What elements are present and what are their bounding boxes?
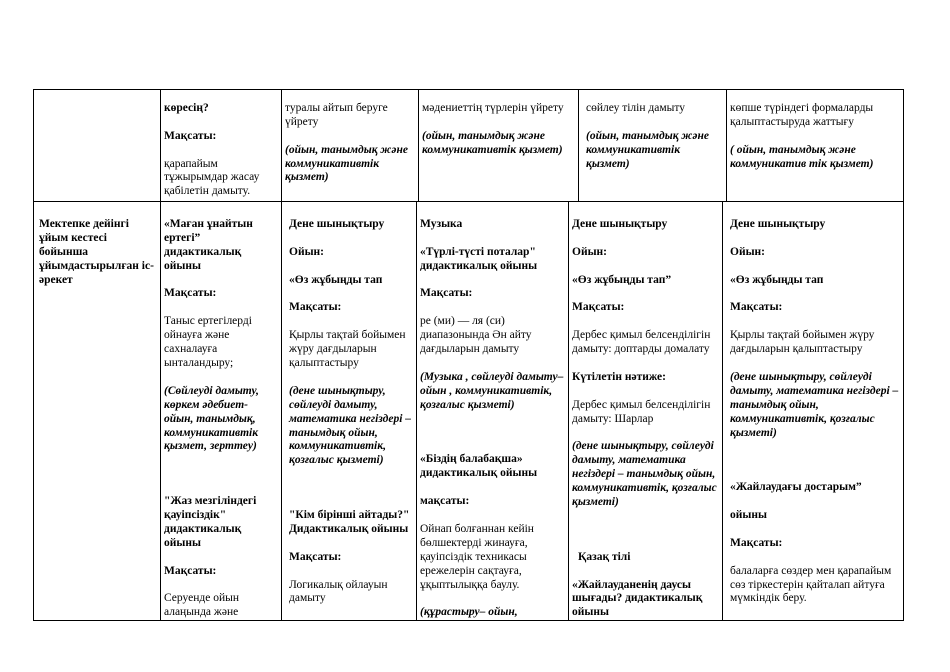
row2-col1-game-b-goal: Серуенде ойын алаңында және [164, 592, 239, 619]
row1-col4-cell [578, 88, 726, 201]
table-bottom-border [33, 620, 903, 621]
row2-col1-cell [160, 204, 281, 620]
row2-col1-game-a-goal: Таныс ертегілерді ойнауға және сахналауға ынталандыру; [164, 315, 252, 369]
row1-col1-goal: қарапайым тұжырымдар жасау қабілетін дамыту. [164, 157, 260, 198]
row2-col5-game-a-title: Дене шынықтыру [730, 217, 826, 230]
row2-col5-game-a-name: «Өз жұбыңды тап [730, 273, 824, 286]
row2-col3-game-b-goal: Ойнап болғаннан кейін бөлшектерді жинауға, қауіпсіздік техникасы ережелерін сақтауға, ұқыптылыққа баулу. [420, 522, 534, 591]
table-right-border [903, 89, 904, 621]
row2-col1-game-a-goal-label: Мақсаты: [164, 287, 217, 300]
row2-col4-game-a-label: Ойын: [572, 245, 608, 258]
row1-col3-cell [418, 88, 578, 201]
row2-col2-game-a-name: «Өз жұбыңды тап [289, 273, 383, 286]
row2-col2-game-a-activity: (дене шынықтыру, сөйлеуді дамыту, математика негіздері – танымдық ойын, коммуникативтік, қозғалыс қызметі) [289, 384, 412, 467]
row2-col5-game-a-goal: Қырлы тақтай бойымен жүру дағдыларын қалыптастыру [730, 329, 875, 356]
row2-col1-game-a-title: «Маған ұнайтын ертегі” дидактикалық ойыны [164, 217, 253, 272]
row2-col4-game-a-title: Дене шынықтыру [572, 217, 668, 230]
row2-col5-game-a-activity: (дене шынықтыру, сөйлеуді дамыту, математика негіздері – танымдық ойын, коммуникативтік, қозғалыс қызметі) [730, 370, 899, 439]
row2-col5-game-a-goal-label: Мақсаты: [730, 301, 783, 314]
row2-col3-game-a-goal-label: Мақсаты: [420, 287, 473, 300]
row1-col2-cell [281, 88, 418, 201]
row2-col4-game-a-name: «Өз жұбыңды тап” [572, 273, 672, 286]
row2-col3-game-b-title: «Біздің балабақша» дидактикалық ойыны [420, 453, 538, 480]
row2-col4-game-a-goal-label: Мақсаты: [572, 301, 625, 314]
row1-col4-activity: (ойын, танымдық және коммуникативтік қызмет) [586, 129, 709, 170]
row2-col2-game-a-label: Ойын: [289, 245, 325, 258]
row2-col3-game-a-activity: (Музыка , сөйлеуді дамыту– ойын , коммуникативтік, қозғалыс қызметі) [420, 370, 564, 411]
row2-col2-game-a-goal-label: Мақсаты: [289, 301, 342, 314]
row2-col2-game-a-title: Дене шынықтыру [289, 217, 385, 230]
row2-col1-game-b-goal-label: Мақсаты: [164, 564, 217, 577]
row1-col5-cell [726, 88, 903, 201]
row2-col4-game-a-result-label: Күтілетін нәтиже: [572, 370, 666, 383]
row2-col5-game-b-goal-label: Мақсаты: [730, 536, 783, 549]
row2-col2-game-b-goal: Логикалық ойлауын дамыту [289, 578, 388, 605]
row2-col4-game-b-name: «Жайлауданенің даусы шығады? дидактикалық ойыны [572, 578, 703, 619]
row2-col1-game-b-title: "Жаз мезгіліндегі қауіпсіздік" дидактикалық ойыны [164, 495, 257, 549]
row2-col4-game-b-title: Қазақ тілі [578, 550, 631, 563]
row2-col5-game-a-label: Ойын: [730, 245, 766, 258]
row1-col1-title: көресің? [164, 101, 209, 114]
row2-col3-game-a-title: Музыка [420, 217, 463, 230]
row2-col4-game-a-result: Дербес қимыл белсенділігін дамыту: Шарлар [572, 398, 711, 425]
row2-col2-game-b-goal-label: Мақсаты: [289, 550, 342, 563]
row2-col3-cell [416, 204, 568, 620]
table-row-divider [33, 201, 903, 202]
row2-col5-game-b-goal: балаларға сөздер мен қарапайым сөз тіркестерін қайталап айтуға мүмкіндік беру. [730, 564, 892, 605]
row1-col5-goal: көпше түріндегі формаларды қалыптастыруда жаттығу [730, 101, 874, 128]
row2-col3-game-b-activity: (құрастыру– ойын, [420, 606, 518, 619]
row2-col3-game-a-name: «Түрлі-түсті поталар" дидактикалық ойыны [420, 245, 538, 272]
row1-col1-cell [160, 88, 281, 201]
row1-col5-activity: ( ойын, танымдық және коммуникатив тік қызмет) [730, 143, 874, 170]
row1-col1-goal-label: Мақсаты: [164, 129, 217, 142]
row2-col4-game-a-activity: (дене шынықтыру, сөйлеуді дамыту, математика негіздері – танымдық ойын, коммуникативтік, қозғалыс қызметі) [572, 440, 717, 509]
row2-col1-game-a-activity: (Сөйлеуді дамыту, көркем әдебиет- ойын, танымдық, коммуникативтік қызмет, зерттеу) [164, 384, 259, 453]
row2-col3-game-a-goal: ре (ми) — ля (си) диапазонында Ән айту дағдыларын дамыту [420, 315, 532, 356]
row2-col2-game-a-goal: Қырлы тақтай бойымен жүру дағдыларын қалыптастыру [289, 329, 406, 369]
row1-col3-goal: мәдениеттің түрлерін үйрету [422, 101, 564, 114]
row1-col2-goal: туралы айтып беруге үйрету [285, 101, 388, 128]
row1-col3-activity: (ойын, танымдық және коммуникативтік қызмет) [422, 129, 563, 156]
row2-col4-game-a-goal: Дербес қимыл белсенділігін дамыту: доптарды домалату [572, 329, 711, 356]
row2-col2-game-b-title: "Кім бірінші айтады?" Дидактикалық ойыны [289, 509, 410, 535]
row2-col2-cell [281, 204, 416, 620]
row1-col4-goal: сөйлеу тілін дамыту [586, 101, 685, 114]
row2-col3-game-b-goal-label: мақсаты: [420, 495, 470, 508]
row2-header-text: Мектепке дейінгі ұйым кестесі бойынша ұйымдастырылған іс-әрекет [39, 217, 154, 286]
row1-col2-activity: (ойын, танымдық және коммуникативтік қызмет) [285, 143, 408, 184]
row2-col5-game-b-title: «Жайлаудағы достарым” [730, 481, 862, 494]
row2-col4-cell [568, 204, 722, 620]
row2-col5-cell [722, 204, 903, 620]
row2-col5-game-b-name: ойыны [730, 509, 767, 522]
row2-header-cell [33, 204, 160, 620]
